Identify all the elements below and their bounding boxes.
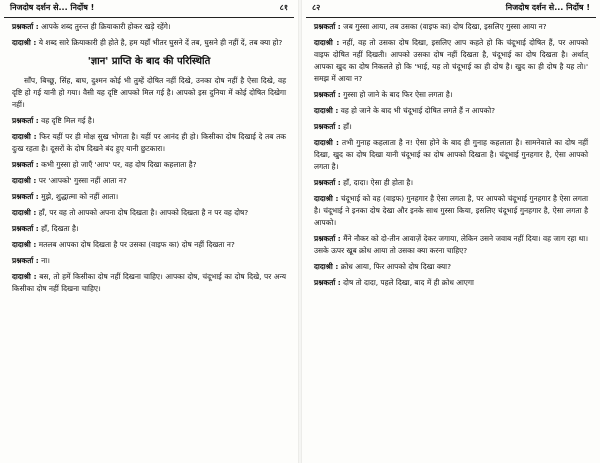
right-header-title: निजदोष दर्शन से... निर्दोष ! — [505, 3, 590, 13]
speaker-label: दादाश्री : — [314, 37, 340, 47]
speaker-label: प्रश्नकर्ता : — [12, 224, 39, 233]
speaker-label: दादाश्री : — [314, 261, 339, 271]
dialogue-text: हाँ, दिखता है। — [38, 224, 79, 233]
speaker-label: दादाश्री : — [12, 176, 37, 186]
speaker-label: प्रश्नकर्ता : — [314, 121, 341, 131]
dialogue-paragraph — [12, 21, 286, 33]
dialogue-paragraph — [12, 115, 286, 127]
speaker-label: प्रश्नकर्ता : — [12, 192, 39, 202]
dialogue-text: तभी गुनाह कहलाता है न! ऐसा होने के बाद ही गुनाह कहलाता है। सामनेवाले का दोष नहीं दिखा, खुद का दोष दिखा यानी चंदूभाई का दोष आपको दिखता है। चंदूभाई गुनहगार है, ऐसा आपको लगता है। — [314, 137, 589, 171]
dialogue-paragraph — [314, 37, 588, 85]
dialogue-paragraph — [314, 233, 588, 257]
speaker-label: प्रश्नकर्ता : — [314, 89, 341, 99]
speaker-label: प्रश्नकर्ता : — [314, 277, 341, 287]
speaker-label: दादाश्री : — [12, 37, 37, 47]
dialogue-text: वह दृष्टि मिल गई है। — [38, 116, 95, 126]
dialogue-text: नहीं, वह तो उसका दोष दिखा, इसलिए आप कहते हो कि चंदूभाई दोषित हैं, पर आपको वाइफ दोषित नहीं दिखती। आपको उसका दोष नहीं दिखता है, चंदूभाई का दोष दिखता है। अर्थात् आपका खुद का दोष निकलते हो कि 'भाई, यह तो चंदूभाई का ही दोष है। खुद का ही दोष है यह तो।' समझ में आया न? — [314, 37, 588, 83]
dialogue-paragraph — [12, 239, 286, 251]
dialogue-paragraph — [314, 21, 588, 33]
dialogue-text: गुस्सा हो जाने के बाद फिर ऐसा लगता है। — [340, 89, 453, 99]
speaker-label: दादाश्री : — [314, 105, 339, 115]
dialogue-paragraph — [314, 121, 588, 133]
speaker-label: प्रश्नकर्ता : — [12, 116, 39, 126]
speaker-label: दादाश्री : — [12, 132, 37, 142]
right-page — [306, 0, 596, 463]
dialogue-text: मतलब आपका दोष दिखता है पर उसका (वाइफ का) दोष नहीं दिखता न? — [36, 239, 235, 249]
speaker-label: दादाश्री : — [12, 239, 37, 249]
dialogue-text: मुझे, शुद्धात्मा को नहीं आता। — [38, 192, 119, 202]
dialogue-text: फिर यहीं पर ही मोक्ष सुख भोगता है। यहीं पर आनंद ही हो। किसीका दोष दिखाई दे तब तक दुःख रहता है। दूसरों के दोष दिखने बंद हुए यानी छुटकारा। — [12, 132, 286, 154]
right-page-body — [306, 18, 596, 289]
dialogue-paragraph — [12, 159, 286, 171]
speaker-label: दादाश्री : — [314, 137, 339, 147]
dialogue-text: कभी गुस्सा हो जाएँ 'आप' पर, वह दोष दिखा कहलाता है? — [38, 160, 197, 170]
dialogue-text: दोष तो दादा, पहले दिखा, बाद में ही क्रोध आएगा — [340, 277, 474, 287]
book-gutter — [298, 0, 302, 463]
speaker-label: प्रश्नकर्ता : — [314, 22, 341, 31]
right-page-header — [306, 0, 596, 18]
dialogue-text: चंदूभाई को वह (वाइफ) गुनहगार है ऐसा लगता है, पर आपको चंदूभाई गुनहगार है ऐसा लगता है। चंदूभाई ने इनका दोष देखा और इनके साथ गुस्सा किया, इसलिए चंदूभाई गुनहगार है, ऐसा लगता है आपको। — [314, 193, 589, 227]
dialogue-paragraph — [314, 261, 588, 273]
dialogue-text: पर 'आपको' गुस्सा नहीं आता न? — [36, 176, 127, 186]
dialogue-paragraph — [314, 137, 588, 173]
dialogue-text: ये शब्द सारे क्रियाकारी ही होते है, हम यहाँ भीतर घुसने दें तब, घुसने ही नहीं दें, तब क्या हो? — [36, 37, 283, 47]
left-page — [4, 0, 294, 463]
dialogue-paragraph — [12, 271, 286, 295]
left-page-body — [4, 18, 294, 295]
dialogue-text: बस, तो हमें किसीका दोष नहीं दिखना चाहिए। आपका दोष, चंदूभाई का दोष दिखे, पर अन्य किसीका दोष नहीं दिखना चाहिए। — [12, 271, 286, 293]
dialogue-text: वह हो जाने के बाद भी चंदूभाई दोषित लगते हैं न आपको? — [338, 105, 496, 115]
speaker-label: दादाश्री : — [12, 271, 37, 281]
narration-paragraph — [12, 75, 286, 111]
dialogue-paragraph — [314, 193, 588, 229]
dialogue-paragraph — [12, 37, 286, 49]
dialogue-paragraph — [12, 191, 286, 203]
dialogue-text: जब गुस्सा आया, तब उसका (वाइफ का) दोष दिखा, इसलिए गुस्सा आया न? — [340, 22, 547, 31]
dialogue-text: मैंने नौकर को दो-तीन आवाज़ें देकर जगाया, लेकिन उसने जवाब नहीं दिया। वह जाग रहा था। उसके ऊपर खूब क्रोध आया तो उसका क्या करना चाहिए? — [314, 233, 588, 255]
dialogue-paragraph — [314, 177, 588, 189]
dialogue-paragraph — [12, 131, 286, 155]
speaker-label: प्रश्नकर्ता : — [12, 255, 39, 265]
section-heading: 'ज्ञान' प्राप्ति के बाद की परिस्थिति — [87, 55, 211, 67]
dialogue-paragraph — [314, 89, 588, 101]
left-page-number: ८१ — [279, 3, 288, 13]
dialogue-paragraph — [314, 277, 588, 289]
speaker-label: प्रश्नकर्ता : — [314, 177, 341, 187]
dialogue-text: हाँ। — [340, 121, 352, 131]
right-page-number: ८२ — [312, 3, 321, 13]
speaker-label: दादाश्री : — [12, 208, 37, 218]
dialogue-text: साँप, बिच्छू, सिंह, बाघ, दुश्मन कोई भी तुम्हें दोषित नहीं दिखे, उनका दोष नहीं है ऐसा दिखे, वह दृष्टि हो गई यानी हो गया। वैसी यह दृष्टि आपको मिल गई है। आपको इस दुनिया में कोई दोषित दिखेगा नहीं। — [12, 76, 286, 110]
dialogue-paragraph — [12, 207, 286, 219]
dialogue-text: क्रोध आया, फिर आपको दोष दिखा क्या? — [338, 261, 452, 271]
speaker-label: दादाश्री : — [314, 193, 339, 203]
speaker-label: प्रश्नकर्ता : — [314, 233, 341, 243]
dialogue-text: ना। — [38, 255, 50, 265]
dialogue-paragraph — [12, 255, 286, 267]
dialogue-text: हाँ, दादा। ऐसा ही होता है। — [340, 177, 414, 187]
dialogue-paragraph — [314, 105, 588, 117]
dialogue-text: हाँ, पर वह तो आपको अपना दोष दिखता है। आपको दिखता है न पर वह दोष? — [36, 208, 249, 218]
dialogue-text: आपके शब्द तुरन्त ही क्रियाकारी होकर खड़े रहेंगे। — [38, 22, 171, 31]
speaker-label: प्रश्नकर्ता : — [12, 22, 39, 31]
speaker-label: प्रश्नकर्ता : — [12, 160, 39, 170]
left-header-title: निजदोष दर्शन से... निर्दोष ! — [10, 3, 95, 13]
dialogue-paragraph — [12, 175, 286, 187]
dialogue-paragraph — [12, 223, 286, 235]
left-page-header — [4, 0, 294, 18]
